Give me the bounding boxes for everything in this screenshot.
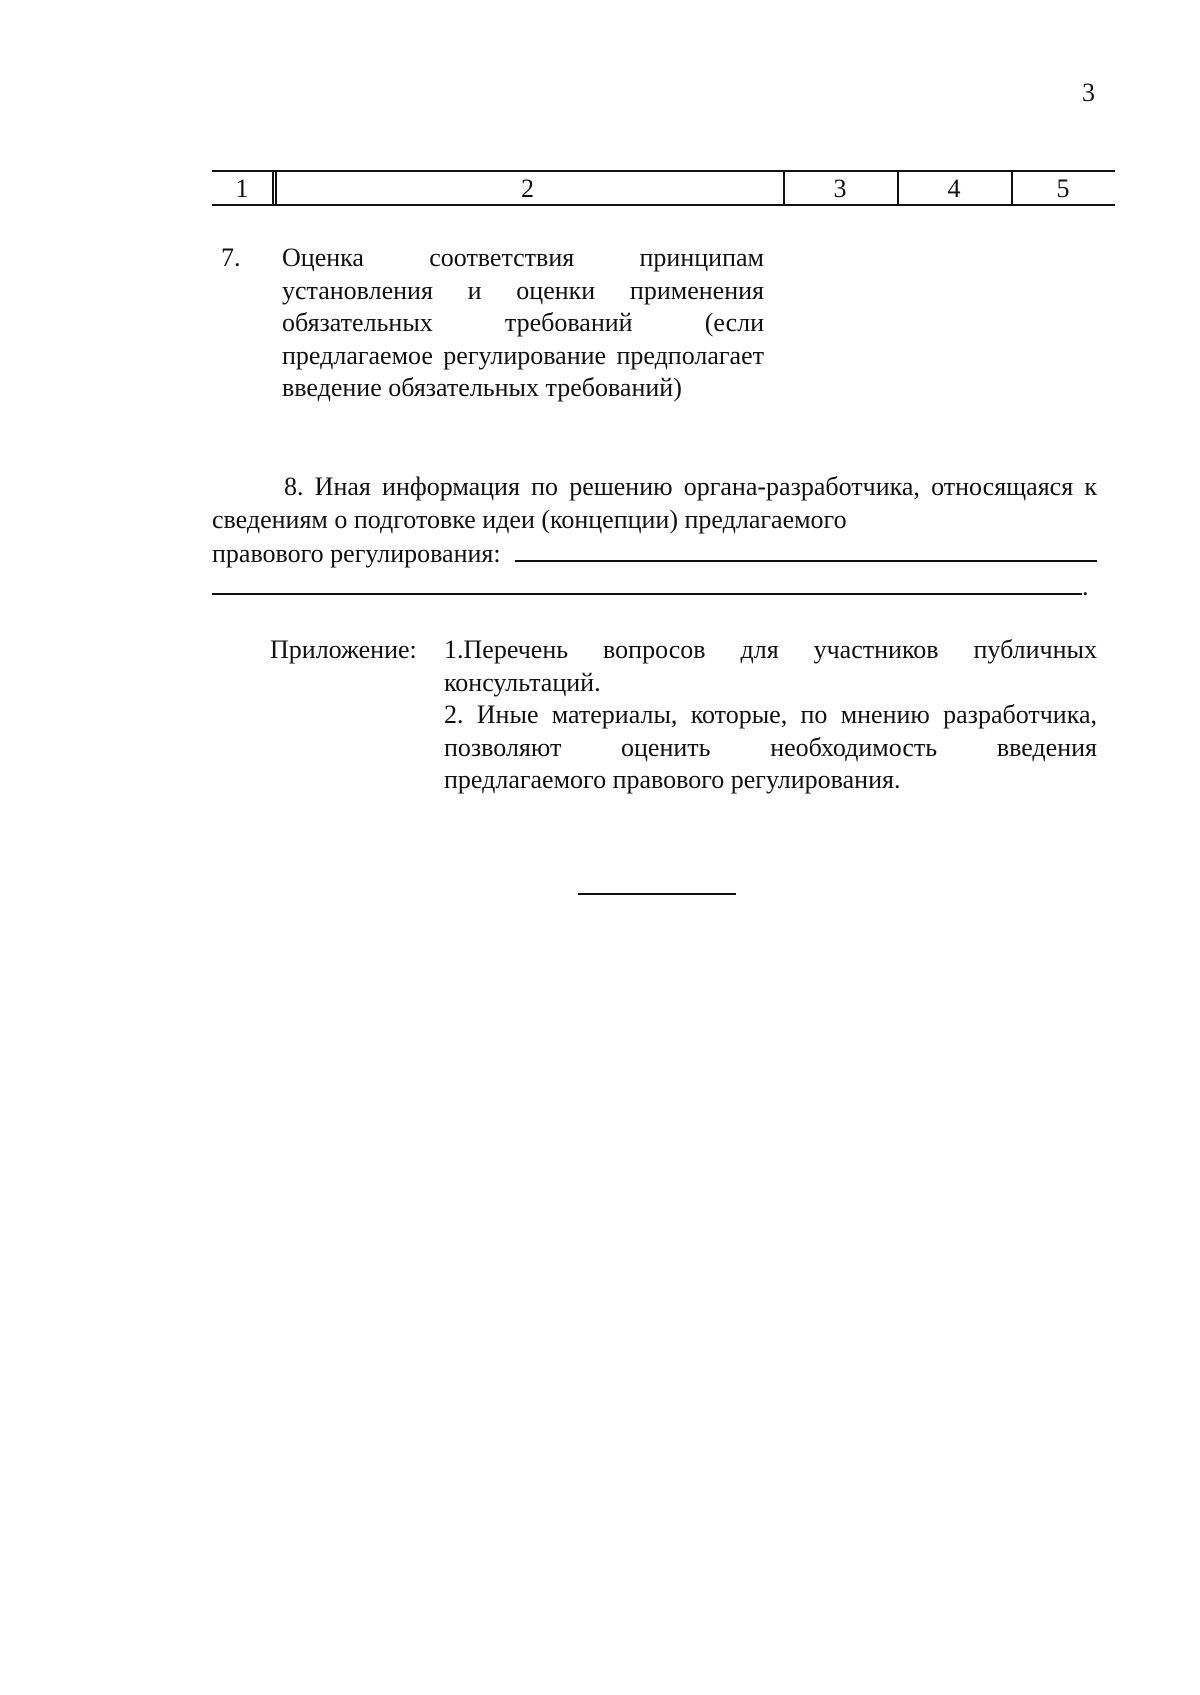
page-number: 3 — [1082, 78, 1095, 107]
column-header-5: 5 — [1056, 174, 1070, 203]
column-header-1: 1 — [212, 172, 277, 204]
row-7-text: Оценка соответствия принципам установления и оценки применения обязательных требований (если предлагаемое регулирование предполагает введение обязательных требований) — [282, 243, 764, 402]
appendix-item-2: 2. Иные материалы, которые, по мнению разработчика, позволяют оценить необходимость введения предлагаемого правового регулирования. — [444, 700, 1097, 794]
document-end-rule — [578, 893, 736, 895]
column-header-2: 2 — [272, 172, 785, 204]
section-8-lead-text: 8. Иная информация по решению органа-разработчика, относящаяся к сведениям о подготовке идеи (концепции) предлагаемого — [212, 472, 1097, 534]
column-header-3: 3 — [783, 172, 899, 204]
section-8-fill-line — [212, 536, 1097, 571]
fill-in-blank-line-full — [212, 573, 1082, 595]
appendix-item-1: 1.Перечень вопросов для участников публичных консультаций. — [444, 635, 1097, 697]
section-8-second-fill-line — [212, 571, 1097, 604]
appendix-label: Приложение: — [270, 635, 417, 664]
column-header-4: 4 — [897, 172, 1013, 204]
column-number-header-row — [212, 170, 1115, 206]
section-8-paragraph — [212, 471, 1097, 603]
appendix-list — [444, 634, 1097, 797]
row-7-number: 7. — [221, 243, 241, 272]
section-8-end-mark: . — [1082, 571, 1089, 601]
fill-in-blank-line — [515, 536, 1097, 562]
section-8-tail-text: правового регулирования: — [212, 539, 501, 568]
